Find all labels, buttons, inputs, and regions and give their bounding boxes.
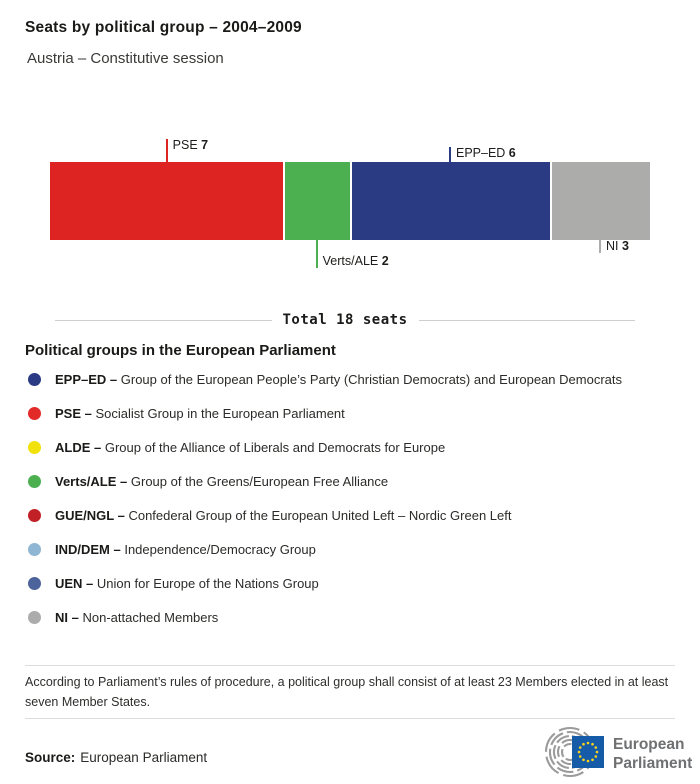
logo-text-line2: Parliament <box>613 755 692 772</box>
legend-dot-alde <box>28 441 41 454</box>
legend-label <box>55 542 316 557</box>
total-seats-separator <box>55 311 635 329</box>
legend-label <box>55 508 511 523</box>
legend-dot-ind-dem <box>28 543 41 556</box>
separator-line-right <box>419 320 636 321</box>
bar-label-group: Verts/ALE <box>322 254 382 268</box>
legend-label <box>55 474 388 489</box>
legend-group-name: Socialist Group in the European Parliament <box>95 405 345 421</box>
bar-tick-pse <box>166 139 168 162</box>
bar-label-group: PSE <box>172 138 202 152</box>
legend-abbr: NI – <box>55 609 83 625</box>
legend-dot-pse <box>28 407 41 420</box>
chart-title: Seats by political group – 2004–2009 <box>25 19 302 36</box>
legend-item-verts-ale <box>28 474 680 488</box>
chart-subtitle: Austria – Constitutive session <box>27 50 224 67</box>
legend-dot-epp-ed <box>28 373 41 386</box>
legend-dot-ni <box>28 611 41 624</box>
footnote-text: According to Parliament’s rules of procedure, a political group shall consist of at least 23 Members elected in at least seven Member States. <box>25 675 669 709</box>
legend-item-uen <box>28 576 680 590</box>
legend-item-ind-dem <box>28 542 680 556</box>
legend-label <box>55 576 319 591</box>
bar-label-pse <box>173 138 208 153</box>
legend-label <box>55 372 622 387</box>
bar-tick-epp-ed <box>449 147 451 162</box>
bar-label-verts-ale <box>323 254 389 269</box>
seats-bar-chart <box>50 138 650 268</box>
legend-list <box>28 372 680 644</box>
bar-tick-verts-ale <box>316 240 318 268</box>
legend-label <box>55 406 345 421</box>
legend-label <box>55 610 218 625</box>
legend-group-name: Independence/Democracy Group <box>124 541 316 557</box>
source-value: European Parliament <box>80 750 208 765</box>
legend-dot-gue-ngl <box>28 509 41 522</box>
legend-dot-uen <box>28 577 41 590</box>
bar-label-seats: 2 <box>381 254 389 268</box>
bar-label-epp-ed <box>456 146 516 161</box>
legend-item-pse <box>28 406 680 420</box>
bar-label-seats: 7 <box>201 138 209 152</box>
legend-dot-verts-ale <box>28 475 41 488</box>
legend-abbr: UEN – <box>55 575 97 591</box>
european-parliament-logo <box>520 726 692 778</box>
legend-abbr: PSE – <box>55 405 96 421</box>
stacked-bar <box>50 162 650 240</box>
total-seats-label: Total 18 seats <box>282 312 408 328</box>
legend-heading: Political groups in the European Parliament <box>25 342 336 359</box>
legend-abbr: GUE/NGL – <box>55 507 129 523</box>
legend-group-name: Non-attached Members <box>82 609 219 625</box>
bar-tick-ni <box>599 240 601 253</box>
legend-group-name: Group of the European People’s Party (Christian Democrats) and European Democrats <box>120 371 623 387</box>
bar-label-ni <box>606 239 629 254</box>
legend-group-name: Group of the Greens/European Free Alliance <box>130 473 389 489</box>
bar-segment-pse <box>50 162 283 240</box>
bar-label-group: EPP–ED <box>455 146 509 160</box>
legend-abbr: IND/DEM – <box>55 541 125 557</box>
bar-segment-ni <box>550 162 650 240</box>
eu-flag-square <box>572 736 604 768</box>
legend-item-epp-ed <box>28 372 680 386</box>
legend-group-name: Group of the Alliance of Liberals and Democrats for Europe <box>104 439 446 455</box>
legend-group-name: Confederal Group of the European United Left – Nordic Green Left <box>128 507 512 523</box>
bar-label-group: NI <box>606 239 622 253</box>
bar-segment-verts-ale <box>283 162 350 240</box>
legend-item-alde <box>28 440 680 454</box>
legend-group-name: Union for Europe of the Nations Group <box>96 575 319 591</box>
bar-label-seats: 3 <box>621 239 629 253</box>
legend-abbr: ALDE – <box>55 439 105 455</box>
source-line <box>25 750 207 765</box>
legend-item-ni <box>28 610 680 624</box>
bar-segment-epp-ed <box>350 162 550 240</box>
separator-line-left <box>55 320 272 321</box>
source-label: Source: <box>25 750 76 765</box>
legend-label <box>55 440 445 455</box>
legend-abbr: Verts/ALE – <box>55 473 131 489</box>
footnote-block <box>25 665 675 719</box>
legend-item-gue-ngl <box>28 508 680 522</box>
legend-abbr: EPP–ED – <box>55 371 121 387</box>
bar-label-seats: 6 <box>508 146 516 160</box>
logo-text-line1: European <box>613 736 685 753</box>
